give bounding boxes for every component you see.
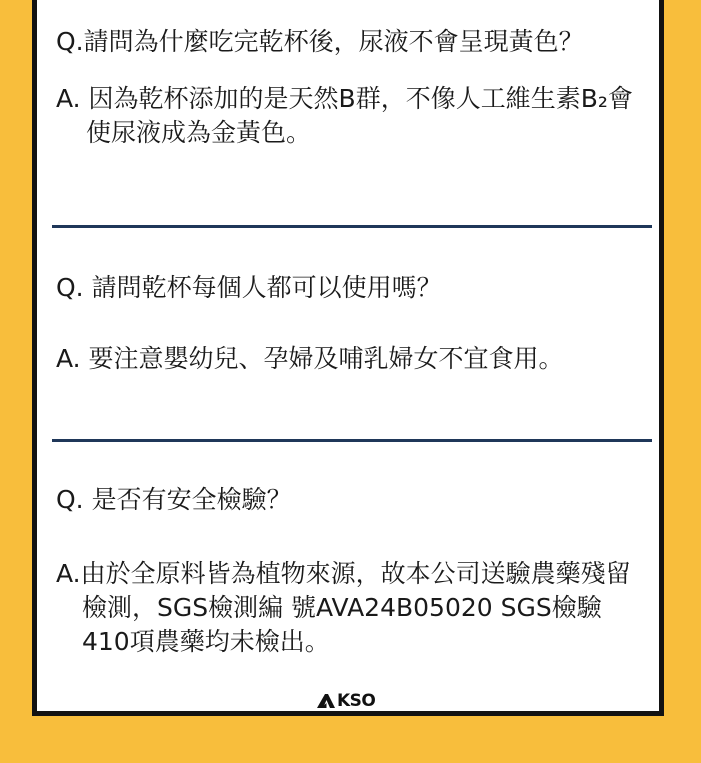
faq-card: [32, 0, 664, 716]
faq-item-urine-color: [56, 25, 641, 150]
faq-item-who-can-use: [56, 271, 641, 376]
faq-answer: A. 要注意嬰幼兒、孕婦及哺乳婦女不宜食用。: [56, 344, 564, 373]
section-divider: [52, 225, 652, 228]
brand-logo: [317, 691, 375, 711]
faq-question: Q. 請問乾杯每個人都可以使用嗎？: [56, 273, 442, 302]
faq-question: Q. 是否有安全檢驗？: [56, 485, 292, 514]
faq-item-safety-test: [56, 483, 641, 659]
brand-mark-icon: [317, 694, 335, 708]
brand-logo-text: KSO: [337, 691, 376, 711]
faq-answer: A.由於全原料皆為植物來源，故本公司送驗農藥殘留檢測，SGS檢測編 號AVA24B05020 SGS檢驗410項農藥均未檢出。: [56, 559, 631, 656]
faq-answer: A. 因為乾杯添加的是天然B群，不像人工維生素B₂會使尿液成為金黃色。: [56, 84, 633, 147]
faq-question: Q.請問為什麼吃完乾杯後，尿液不會呈現黃色？: [56, 27, 584, 56]
section-divider: [52, 439, 652, 442]
